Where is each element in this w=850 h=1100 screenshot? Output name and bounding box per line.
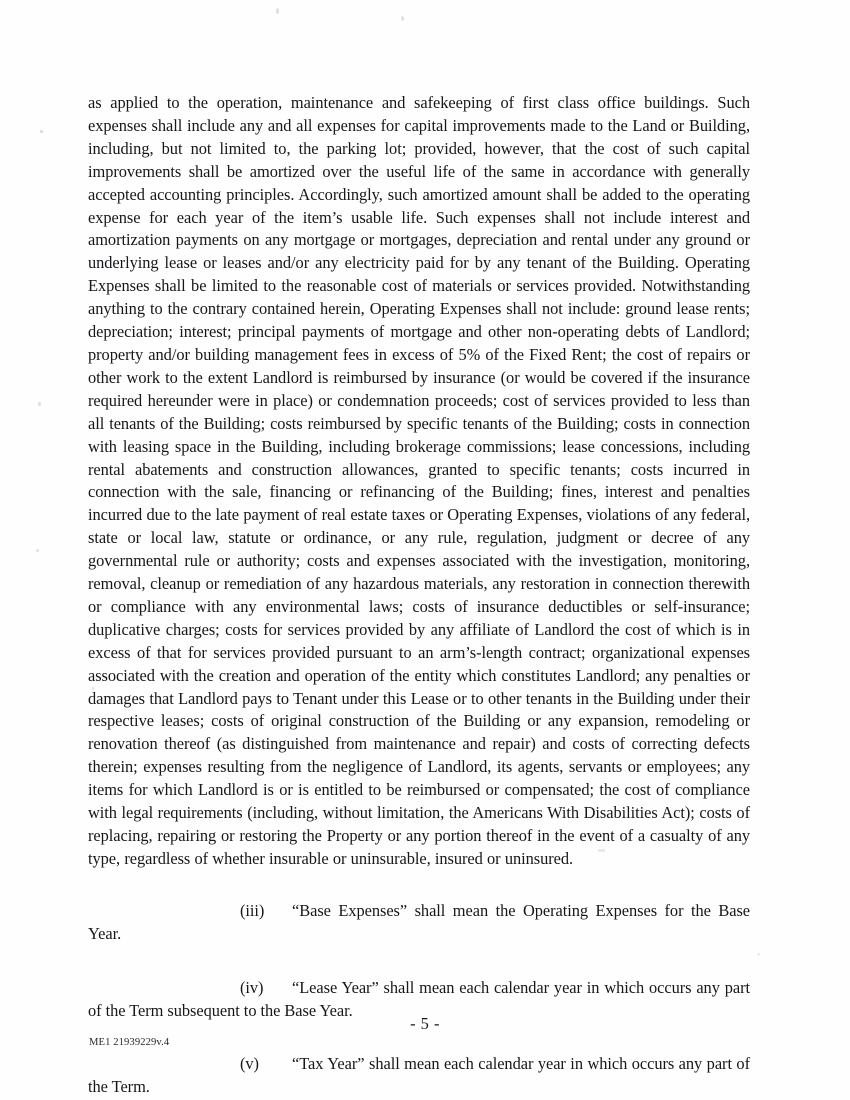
subsection-iii-text: “Base Expenses” shall mean the Operating Expenses for the Base Year.	[88, 900, 750, 943]
scan-speck	[40, 130, 43, 133]
subsection-v-marker: (v)	[240, 1054, 259, 1074]
document-id-footer: ME1 21939229v.4	[89, 1037, 170, 1048]
page-number: - 5 -	[410, 1014, 440, 1033]
scan-speck	[401, 16, 404, 21]
operating-expenses-paragraph: as applied to the operation, maintenance and safekeeping of first class office buildings. Such expenses shall include any and all expenses for capital improvements made to the Land or Building, including, but not limited to, the parking lot; provided, however, that the cost of such capital improvements shall be amortized over the useful life of the same in accordance with generally accepted accounting principles. Accordingly, such amortized amount shall be added to the operating expense for each year of the item’s usable life. Such expenses shall not include interest and amortization payments on any mortgage or mortgages, depreciation and rental under any ground or underlying lease or leases and/or any electricity paid for by any tenant of the Building. Operating Expenses shall be limited to the reasonable cost of materials or services provided. Notwithstanding anything to the contrary contained herein, Operating Expenses shall not include: ground lease rents; depreciation; interest; principal payments of mortgage and other non-operating debts of Landlord; property and/or building management fees in excess of 5% of the Fixed Rent; the cost of repairs or other work to the extent Landlord is reimbursed by insurance (or would be covered if the insurance required hereunder were in place) or condemnation proceeds; cost of services provided to less than all tenants of the Building; costs reimbursed by specific tenants of the Building; costs in connection with leasing space in the Building, including brokerage commissions; lease concessions, including rental abatements and construction allowances, granted to specific tenants; costs incurred in connection with the sale, financing or refinancing of the Building; fines, interest and penalties incurred due to the late payment of real estate taxes or Operating Expenses, violations of any federal, state or local law, statute or ordinance, or any rule, regulation, judgment or decree of any governmental rule or authority; costs and expenses associated with the investigation, monitoring, removal, cleanup or remediation of any hazardous materials, any restoration in connection therewith or compliance with any environmental laws; costs of insurance deductibles or self-insurance; duplicative charges; costs for services provided by any affiliate of Landlord the cost of which is in excess of that for services provided pursuant to an arm’s-length contract; organizational expenses associated with the creation and operation of the entity which constitutes Landlord; any penalties or damages that Landlord pays to Tenant under this Lease or to other tenants in the Building under their respective leases; costs of original construction of the Building or any expansion, remodeling or renovation thereof (as distinguished from maintenance and repair) and costs of correcting defects therein; expenses resulting from the negligence of Landlord, its agents, servants or employees; any items for which Landlord is or is entitled to be reimbursed or compensated; the cost of compliance with legal requirements (including, without limitation, the Americans With Disabilities Act); costs of replacing, repairing or restoring the Property or any portion thereof in the event of a casualty of any type, regardless of whether insurable or uninsurable, insured or uninsured.	[88, 93, 750, 868]
subsection-v-text: “Tax Year” shall mean each calendar year in which occurs any part of the Term.	[88, 1054, 750, 1097]
subsection-iv-text: “Lease Year” shall mean each calendar year in which occurs any part of the Term subsequent to the Base Year.	[88, 977, 750, 1020]
scan-speck	[276, 8, 279, 14]
subsection-iii-marker: (iii)	[240, 900, 265, 920]
subsection-v	[88, 1053, 750, 1099]
paragraph-spacer	[88, 871, 750, 900]
scan-speck	[38, 402, 41, 406]
subsection-iii	[88, 900, 750, 946]
body-text-column	[88, 92, 750, 1099]
scan-speck	[757, 953, 760, 956]
subsection-iv-marker: (iv)	[240, 977, 264, 997]
paragraph-spacer	[88, 946, 750, 977]
scan-speck	[36, 549, 39, 552]
